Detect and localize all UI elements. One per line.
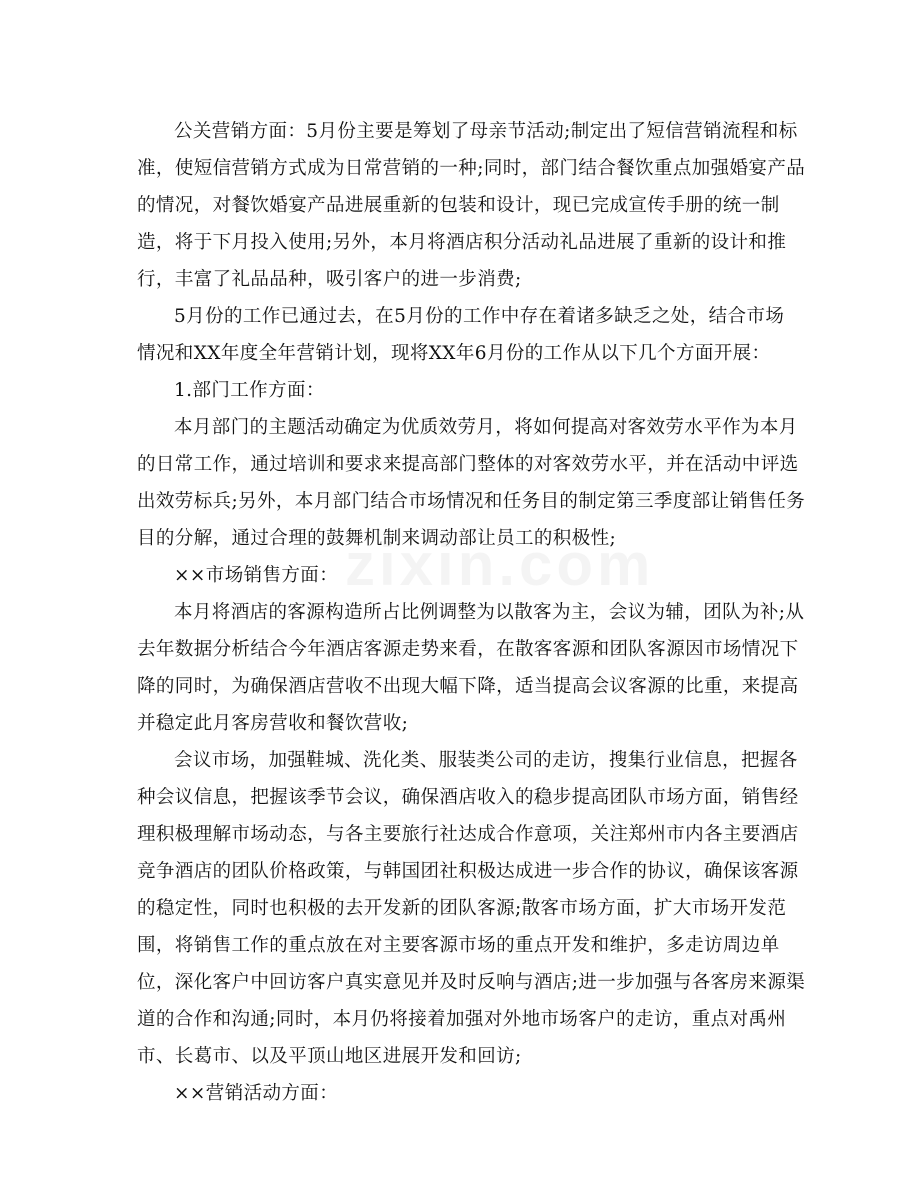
- paragraph-line: 造，将于下月投入使用;另外，本月将酒店积分活动礼品进展了重新的设计和推: [137, 232, 787, 253]
- paragraph-line: 种会议信息，把握该季节会议，确保酒店收入的稳步提高团队市场方面，销售经: [137, 787, 799, 808]
- paragraph-line: 降的同时，为确保酒店营收不出现大幅下降，适当提高会议客源的比重，来提高: [137, 676, 799, 697]
- paragraph-line: 位，深化客户中回访客户真实意见并及时反响与酒店;进一步加强与各客房来源渠: [137, 972, 806, 993]
- paragraph-line: 的情况，对餐饮婚宴产品进展重新的包装和设计，现已完成宣传手册的统一制: [137, 195, 780, 216]
- paragraph-line: 市、长葛市、以及平顶山地区进展开发和回访;: [137, 1046, 522, 1067]
- paragraph-line: 出效劳标兵;另外，本月部门结合市场情况和任务目的制定第三季度部让销售任务: [137, 491, 806, 512]
- paragraph-line: 竞争酒店的团队价格政策，与韩国团社积极达成进一步合作的协议，确保该客源: [137, 861, 799, 882]
- section-heading: 1.部门工作方面：: [174, 380, 325, 401]
- section-heading: ××营销活动方面：: [174, 1083, 339, 1104]
- paragraph-line: 会议市场，加强鞋城、洗化类、服装类公司的走访，搜集行业信息，把握各: [174, 750, 798, 771]
- paragraph-line: 目的分解，通过合理的鼓舞机制来调动部让员工的积极性;: [137, 528, 617, 549]
- paragraph-line: 情况和XX年度全年营销计划，现将XX年6月份的工作从以下几个方面开展：: [137, 343, 771, 364]
- paragraph-line: 本月部门的主题活动确定为优质效劳月，将如何提高对客效劳水平作为本月: [174, 417, 798, 438]
- document-body: [137, 113, 806, 1112]
- paragraph-line: 本月将酒店的客源构造所占比例调整为以散客为主，会议为辅，团队为补;从: [174, 602, 805, 623]
- paragraph-line: 围，将销售工作的重点放在对主要客源市场的重点开发和维护，多走访周边单: [137, 935, 780, 956]
- paragraph-line: 公关营销方面：5月份主要是筹划了母亲节活动;制定出了短信营销流程和标: [174, 121, 798, 142]
- section-heading: ××市场销售方面：: [174, 565, 339, 586]
- paragraph-line: 并稳定此月客房营收和餐饮营收;: [137, 713, 409, 734]
- paragraph-line: 理积极理解市场动态，与各主要旅行社达成合作意项，关注郑州市内各主要酒店: [137, 824, 799, 845]
- paragraph-line: 行，丰富了礼品品种，吸引客户的进一步消费;: [137, 269, 522, 290]
- paragraph-line: 的稳定性，同时也积极的去开发新的团队客源;散客市场方面，扩大市场开发范: [137, 898, 787, 919]
- paragraph-line: 5月份的工作已通过去，在5月份的工作中存在着诸多缺乏之处，结合市场: [174, 306, 785, 327]
- paragraph-line: 去年数据分析结合今年酒店客源走势来看，在散客客源和团队客源因市场情况下: [137, 639, 799, 660]
- paragraph-line: 道的合作和沟通;同时，本月仍将接着加强对外地市场客户的走访，重点对禹州: [137, 1009, 787, 1030]
- paragraph-line: 准，使短信营销方式成为日常营销的一种;同时，部门结合餐饮重点加强婚宴产品: [137, 158, 806, 179]
- paragraph-line: 的日常工作，通过培训和要求来提高部门整体的对客效劳水平，并在活动中评选: [137, 454, 799, 475]
